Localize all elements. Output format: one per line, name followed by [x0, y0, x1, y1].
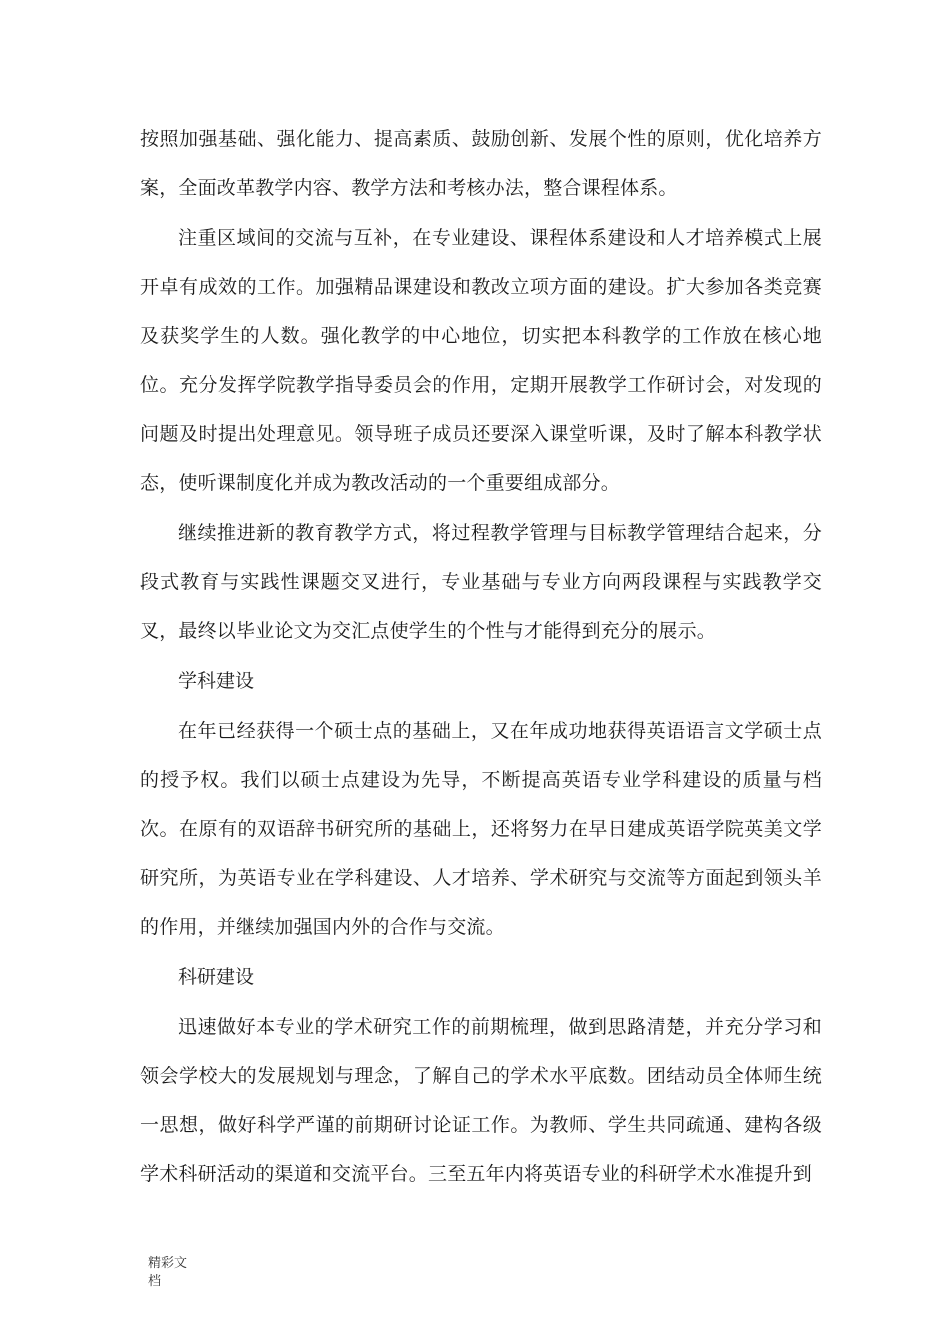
document-body — [140, 115, 822, 1200]
paragraph-research-construction: 迅速做好本专业的学术研究工作的前期梳理，做到思路清楚，并充分学习和领会学校大的发展规划与理念，了解自己的学术水平底数。团结动员全体师生统一思想，做好科学严谨的前期研讨论证工作。为教师、学生共同疏通、建构各级学术科研活动的渠道和交流平台。三至五年内将英语专业的科研学术水准提升到 — [140, 1016, 822, 1185]
paragraph-discipline-construction: 在年已经获得一个硕士点的基础上，又在年成功地获得英语语言文学硕士点的授予权。我们以硕士点建设为先导，不断提高英语专业学科建设的质量与档次。在原有的双语辞书研究所的基础上，还将努力在早日建成英语学院英美文学研究所，为英语专业在学科建设、人才培养、学术研究与交流等方面起到领头羊的作用，并继续加强国内外的合作与交流。 — [140, 720, 822, 938]
paragraph-regional-exchange: 注重区域间的交流与互补，在专业建设、课程体系建设和人才培养模式上展开卓有成效的工作。加强精品课建设和教改立项方面的建设。扩大参加各类竞赛及获奖学生的人数。强化教学的中心地位，切实把本科教学的工作放在核心地位。充分发挥学院教学指导委员会的作用，定期开展教学工作研讨会，对发现的问题及时提出处理意见。领导班子成员还要深入课堂听课，及时了解本科教学状态，使听课制度化并成为教改活动的一个重要组成部分。 — [140, 227, 822, 494]
paragraph-principles: 按照加强基础、强化能力、提高素质、鼓励创新、发展个性的原则，优化培养方案，全面改革教学内容、教学方法和考核办法，整合课程体系。 — [140, 128, 822, 199]
heading-research-construction: 科研建设 — [178, 966, 255, 988]
footer-line-1: 精彩文 — [148, 1256, 188, 1271]
footer-line-2: 档 — [148, 1274, 162, 1289]
paragraph-teaching-methods: 继续推进新的教育教学方式，将过程教学管理与目标教学管理结合起来，分段式教育与实践性课题交叉进行，专业基础与专业方向两段课程与实践教学交叉，最终以毕业论文为交汇点使学生的个性与才能得到充分的展示。 — [140, 522, 822, 642]
page-footer — [148, 1255, 208, 1291]
heading-discipline-construction: 学科建设 — [178, 670, 255, 692]
